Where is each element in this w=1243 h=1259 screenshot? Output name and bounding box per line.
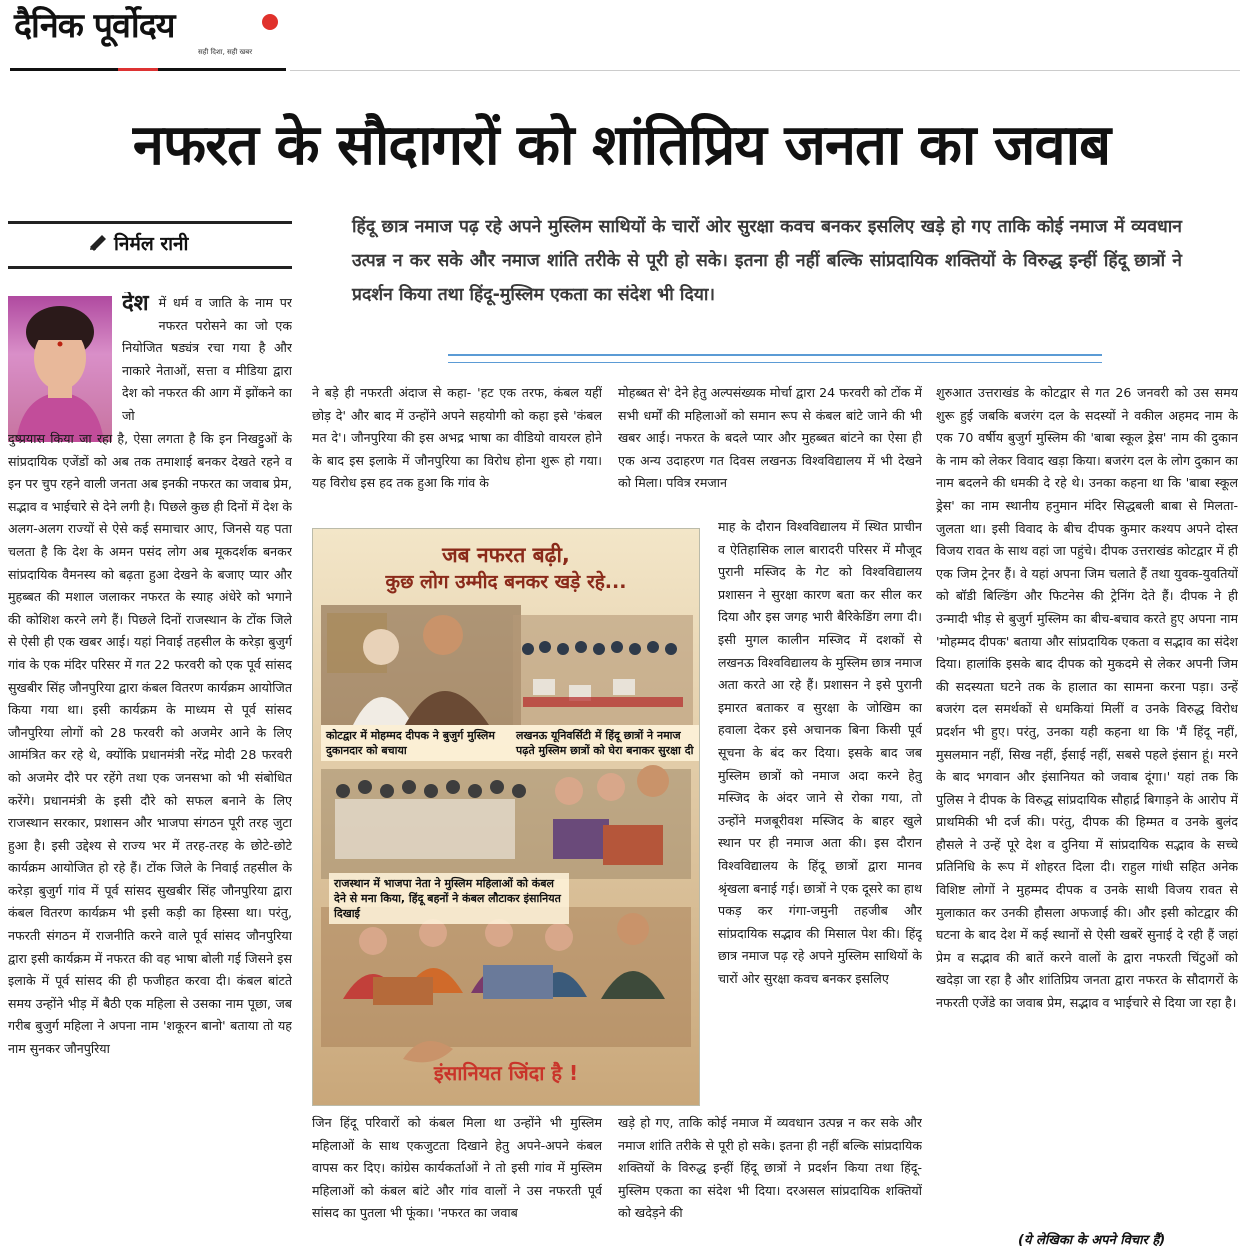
deck-rule-bottom (448, 362, 1102, 363)
author-photo (8, 296, 112, 442)
author-disclaimer: (ये लेखिका के अपने विचार हैं) (1018, 1233, 1166, 1248)
column-1-intro-text: में धर्म व जाति के नाम पर नफरत परोसने का जो एक नियोजित षड्यंत्र रचा गया है और नाकारे नेताओं, सत्ता व मीडिया द्वारा देश को नफरत की आग में झोंकने का जो (122, 295, 292, 423)
column-1-intro (122, 292, 292, 448)
article-headline: नफरत के सौदागरों को शांतिप्रिय जनता का जवाब (132, 113, 1111, 178)
poster-illustration (312, 528, 700, 1106)
masthead-rule-accent (118, 68, 158, 71)
masthead-tagline: सही दिशा, सही खबर (198, 48, 253, 56)
poster-footer: इंसानियत जिंदा है ! (433, 1061, 579, 1085)
poster-heading-line2: कुछ लोग उम्मीद बनकर खड़े रहे... (385, 571, 627, 593)
article-deck: हिंदू छात्र नमाज पढ़ रहे अपने मुस्लिम साथियों के चारों ओर सुरक्षा कवच बनकर इसलिए खड़े हो गए ताकि कोई नमाज में व्यवधान उत्पन्न न कर सके और नमाज शांति तरीके से पूरी हो सके। इतना ही नहीं बल्कि सांप्रदायिक शक्तियों के विरुद्ध इन्हीं हिंदू छात्रों ने प्रदर्शन किया तथा हिंदू-मुस्लिम एकता का संदेश भी दिया। (352, 217, 1182, 305)
byline-rule-top (8, 221, 292, 224)
column-1-body: दुष्प्रयास किया जा रहा है, ऐसा लगता है कि इन निखट्टुओं के सांप्रदायिक एजेंडों को अब तक तमाशाई बनकर देखते रहने व इन पर चुप रहने वाली जनता अब इनकी नफरत का जवाब प्रेम, सद्भाव व भाईचारे से देने लगी है। पिछले कुछ ही दिनों में देश के अलग-अलग राज्यों से ऐसे कई समाचार आए, जिनसे यह पता चलता है कि देश के अमन पसंद लोग अब मूकदर्शक बनकर सांप्रदायिक वैमनस्य को बढ़ता हुआ देखने के बजाए प्यार और मुहब्बत की मशाल जलाकर नफरत के स्याह अंधेरे को भगाने की कोशिश करने लगे हैं। पिछले दिनों राजस्थान के टोंक जिले से ऐसी ही एक खबर आई। यहां निवाई तहसील के करेड़ा बुजुर्ग गांव के एक मंदिर परिसर में गत 22 फरवरी को एक पूर्व सांसद सुखबीर सिंह जौनपुरिया द्वारा कंबल वितरण कार्यक्रम आयोजित किया गया था। इसी कार्यक्रम के माध्यम से पूर्व सांसद जौनपुरिया लोगों को 28 फरवरी को अजमेर आने के लिए आमंत्रित कर रहे थे, क्योंकि प्रधानमंत्री नरेंद्र मोदी 28 फरवरी को अजमेर दौरे पर रहेंगे तथा एक जनसभा को भी संबोधित करेंगे। प्रधानमंत्री के इसी दौरे को सफल बनाने के लिए राजस्थान सरकार, प्रशासन और भाजपा संगठन पूरी तरह जुटा हुआ है। इसी उद्देश्य से राज्य भर में तरह-तरह के छोटे-छोटे कार्यक्रम आयोजित हो रहे हैं। टोंक जिले के निवाई तहसील के करेड़ा बुजुर्ग गांव में पूर्व सांसद सुखबीर सिंह जौनपुरिया द्वारा कंबल वितरण कार्यक्रम भी इसी कड़ी का हिस्सा था। परंतु, नफरती संगठन में राजनीति करने वाले पूर्व सांसद जौनपुरिया द्वारा इसी कार्यक्रम में नफरत की वह भाषा बोली गई जिसने इस इलाके में पूर्व सांसद की ही फजीहत करवा दी। कंबल बांटते समय उन्होंने भीड़ में बैठी एक महिला से उसका नाम पूछा, जब गरीब बुजुर्ग महिला ने अपना नाम 'शकूरन बानो' बताया तो यह नाम सुनकर जौनपुरिया (8, 431, 292, 1057)
poster-caption-rajasthan: राजस्थान में भाजपा नेता ने मुस्लिम महिलाओं को कंबल देने से मना किया, हिंदू बहनों ने कंबल लौटाकर इंसानियत दिखाई (329, 873, 569, 924)
masthead-dot-icon (262, 14, 278, 30)
author-byline: निर्मल रानी (114, 233, 189, 255)
poster-caption-lucknow: लखनऊ यूनिवर्सिटी में हिंदू छात्रों ने नमाज पढ़ते मुस्लिम छात्रों को घेरा बनाकर सुरक्षा दी (511, 725, 699, 761)
dropcap-word: देश (122, 292, 149, 316)
column-2-bottom: जिन हिंदू परिवारों को कंबल मिला था उन्होंने भी मुस्लिम महिलाओं के साथ एकजुटता दिखाने हेतु अपने-अपने कंबल वापस कर दिए। कांग्रेस कार्यकर्ताओं ने तो इसी गांव में मुस्लिम महिलाओं को कंबल बांटे और गांव वालों ने उस नफरती पूर्व सांसद का पुतला भी फूंका। 'नफरत का जवाब (312, 1115, 602, 1221)
byline-rule-bottom (8, 266, 292, 269)
poster-background (313, 529, 699, 1105)
column-3-side: माह के दौरान विश्वविद्यालय में स्थित प्राचीन व ऐतिहासिक लाल बारादरी परिसर में मौजूद पुरानी मस्जिद के गेट को विश्वविद्यालय प्रशासन ने सुरक्षा कारण बता कर सील कर दिया और इस जगह भारी बैरिकेडिंग लगा दी। इसी मुगल कालीन मस्जिद में दशकों से लखनऊ विश्वविद्यालय के मुस्लिम छात्र नमाज अता करते आ रहे हैं। प्रशासन ने इसे पुरानी इमारत बताकर व सुरक्षा के जोखिम का हवाला देकर इसे अचानक बिना किसी पूर्व सूचना के बंद कर दिया। इसके बाद जब मुस्लिम छात्रों को नमाज अदा करने हेतु मस्जिद के अंदर जाने से रोका गया, तो उन्होंने मजबूरीवश मस्जिद के बाहर खुले स्थान पर ही नमाज अता की। इस दौरान विश्वविद्यालय के हिंदू छात्रों द्वारा मानव श्रृंखला बनाई गई। छात्रों ने एक दूसरे का हाथ पकड़ कर गंगा-जमुनी तहजीब और सांप्रदायिक सद्भाव की मिसाल पेश की। हिंदू छात्र नमाज पढ़ रहे अपने मुस्लिम साथियों के चारों ओर सुरक्षा कवच बनकर इसलिए (718, 519, 922, 986)
masthead-logo[interactable]: दैनिक पूर्वोदय (14, 6, 175, 46)
poster-caption-kotdwar: कोटद्वार में मोहम्मद दीपक ने बुजुर्ग मुस्लिम दुकानदार को बचाया (321, 725, 511, 761)
column-2-top: ने बड़े ही नफरती अंदाज से कहा- 'हट एक तरफ, कंबल यहीं छोड़ दे' और बाद में उन्होंने अपने सहयोगी को कहा इसे 'कंबल मत दे'। जौनपुरिया की इस अभद्र भाषा का वीडियो वायरल होने के बाद इस इलाके में जौनपुरिया का विरोध होना शुरू हो गया। यह विरोध इस हद तक हुआ कि गांव के (312, 385, 602, 491)
column-4: शुरुआत उत्तराखंड के कोटद्वार से गत 26 जनवरी को उस समय शुरू हुई जबकि बजरंग दल के सदस्यों ने वकील अहमद नाम के एक 70 वर्षीय बुजुर्ग मुस्लिम की 'बाबा स्कूल ड्रेस' नाम की दुकान के नाम को लेकर विवाद खड़ा किया। बजरंग दल के लोग दुकान का नाम बदलने की धमकी दे रहे थे। उनका कहना था कि 'बाबा स्कूल ड्रेस' का नाम स्थानीय हनुमान मंदिर सिद्धबली बाबा से मिलता-जुलता था। इसी विवाद के बीच दीपक कुमार कश्यप अपने दोस्त विजय रावत के साथ वहां जा पहुंचे। दीपक उत्तराखंड कोटद्वार में ही एक जिम ट्रेनर हैं। वे यहां अपना जिम चलाते हैं तथा युवक-युवतियों को बॉडी बिल्डिंग और फिटनेस की ट्रेनिंग देते हैं। दीपक ने ही उन्मादी भीड़ से बुजुर्ग मुस्लिम का बीच-बचाव करते हुए अपना नाम 'मोहम्मद दीपक' बताया और सांप्रदायिक एकता व सद्भाव का संदेश दिया। हालांकि इसके बाद दीपक को मुकदमे से लेकर अपनी जिम की सदस्यता घटने तक के हालात का सामना करना पड़ा। उन्हें बजरंग दल समर्थकों से धमकियां मिलीं व उनके विरुद्ध विरोध प्रदर्शन भी हुए। परंतु, उनका यही कहना था कि 'मैं हिंदू नहीं, मुसलमान नहीं, सिख नहीं, ईसाई नहीं, सबसे पहले इंसान हूं। मरने के बाद भगवान और इंसानियत को जवाब दूंगा।' यहां तक कि पुलिस ने दीपक के विरुद्ध सांप्रदायिक सौहार्द्र बिगाड़ने के आरोप में प्राथमिकी भी दर्ज की। परंतु, दीपक की हिम्मत व उनके बुलंद हौसले ने उन्हें पूरे देश व दुनिया में सांप्रदायिक सद्भाव के सच्चे प्रतिनिधि के रूप में शोहरत दिला दी। राहुल गांधी सहित अनेक विशिष्ट लोगों ने मुहम्मद दीपक व उनके साथी विजय रावत से मुलाकात कर उनकी हौसला अफजाई की। और इसी कोटद्वार की घटना के बाद देश में कई स्थानों से ऐसी खबरें सुनाई दे रही हैं जहां प्रेम व सद्भाव की बातें करने वालों के द्वारा नफरती चिंटुओं को खदेड़ा जा रहा है और शांतिप्रिय जनता द्वारा नफरत के सौदागरों के नफरती एजेंडे का जवाब प्रेम, सद्भाव व भाईचारे से दिया जा रहा है। (936, 385, 1238, 1011)
pen-icon (88, 231, 110, 251)
poster-heading-line1: जब नफरत बढ़ी, (442, 543, 570, 567)
header-divider (290, 70, 1240, 71)
deck-rule-top (448, 354, 1102, 356)
column-3-top: मोहब्बत से' देने हेतु अल्पसंख्यक मोर्चा द्वारा 24 फरवरी को टोंक में सभी धर्मों की महिलाओं को समान रूप से कंबल बांटे जाने की भी खबर आई। नफरत के बदले प्यार और मुहब्बत बांटने का ऐसा ही एक अन्य उदाहरण गत दिवस लखनऊ विश्वविद्यालय में भी देखने को मिला। पवित्र रमजान (618, 385, 922, 491)
column-3-bottom: खड़े हो गए, ताकि कोई नमाज में व्यवधान उत्पन्न न कर सके और नमाज शांति तरीके से पूरी हो सके। इतना ही नहीं बल्कि सांप्रदायिक शक्तियों के विरुद्ध इन्हीं हिंदू छात्रों ने प्रदर्शन किया तथा हिंदू-मुस्लिम एकता का संदेश भी दिया। दरअसल सांप्रदायिक शक्तियों को खदेड़ने की (618, 1115, 922, 1221)
